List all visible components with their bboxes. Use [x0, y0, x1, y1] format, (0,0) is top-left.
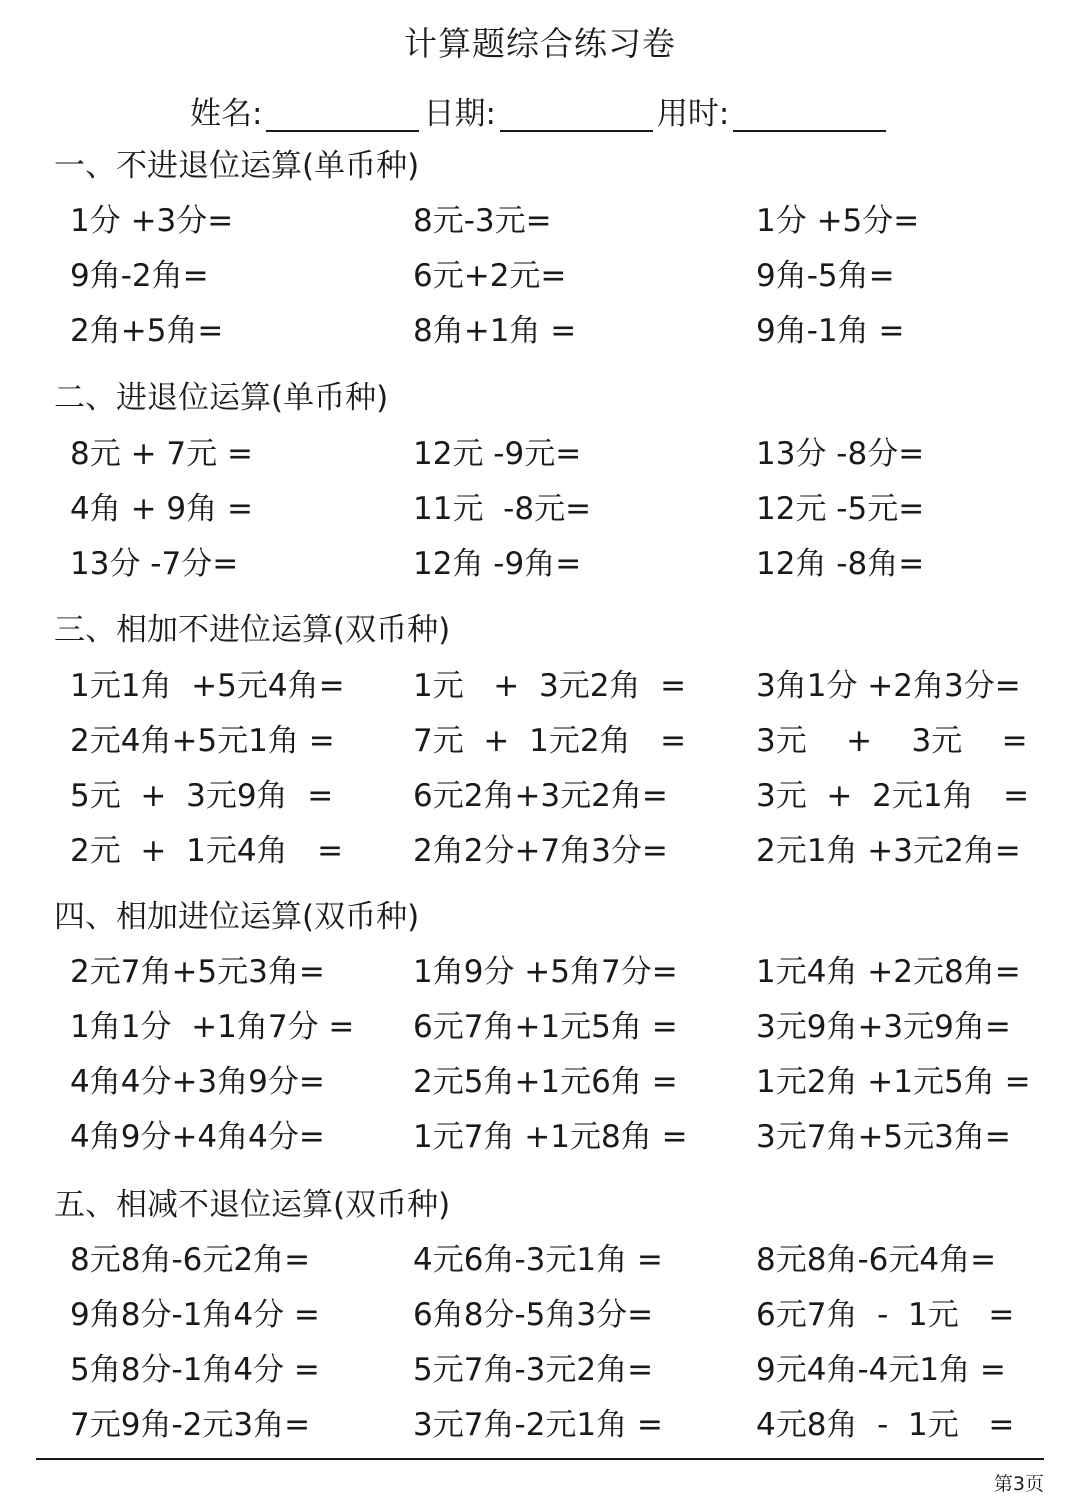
section-heading: 三、相加不进位运算(双币种): [54, 612, 451, 648]
problem: 1元7角 +1元8角 =: [413, 1119, 688, 1155]
problem: 9角-1角 =: [756, 313, 905, 349]
section-heading: 四、相加进位运算(双币种): [54, 899, 420, 935]
problem: 6元7角+1元5角 =: [413, 1009, 678, 1045]
problem: 4角 + 9角 =: [70, 491, 253, 527]
problem: 3元 + 3元 =: [756, 723, 1028, 759]
problem: 3元9角+3元9角=: [756, 1009, 1011, 1045]
problem: 9角-5角=: [756, 258, 895, 294]
problem: 5角8分-1角4分 =: [70, 1352, 320, 1388]
problem: 6元+2元=: [413, 258, 567, 294]
problem: 5元 + 3元9角 =: [70, 778, 334, 814]
problem: 12角 -9角=: [413, 546, 582, 582]
problem: 6元7角 - 1元 =: [756, 1297, 1015, 1333]
problem: 4角9分+4角4分=: [70, 1119, 325, 1155]
problem: 1元 + 3元2角 =: [413, 668, 687, 704]
problem: 4角4分+3角9分=: [70, 1064, 325, 1100]
problem: 11元 -8元=: [413, 491, 592, 527]
problem: 2元4角+5元1角 =: [70, 723, 335, 759]
section-heading: 一、不进退位运算(单币种): [54, 148, 420, 184]
problem: 6角8分-5角3分=: [413, 1297, 654, 1333]
problem: 6元2角+3元2角=: [413, 778, 668, 814]
problem: 4元6角-3元1角 =: [413, 1242, 663, 1278]
worksheet-title: 计算题综合练习卷: [404, 24, 676, 63]
problem: 1角9分 +5角7分=: [413, 954, 678, 990]
section-heading: 二、进退位运算(单币种): [54, 380, 389, 416]
problem: 4元8角 - 1元 =: [756, 1407, 1015, 1443]
page-number: 第3页: [993, 1473, 1044, 1495]
problem: 7元 + 1元2角 =: [413, 723, 687, 759]
student-info-line: [190, 92, 890, 136]
problem: 3元7角-2元1角 =: [413, 1407, 663, 1443]
name-blank: [266, 94, 419, 132]
problem: 12元 -9元=: [413, 436, 582, 472]
problem: 2角+5角=: [70, 313, 224, 349]
problem: 8角+1角 =: [413, 313, 577, 349]
problem: 3元7角+5元3角=: [756, 1119, 1011, 1155]
problem: 13分 -7分=: [70, 546, 239, 582]
name-label: 姓名:: [190, 96, 263, 132]
date-blank: [500, 94, 653, 132]
problem: 8元-3元=: [413, 203, 552, 239]
time-blank: [733, 94, 886, 132]
problem: 12元 -5元=: [756, 491, 925, 527]
problem: 9角-2角=: [70, 258, 209, 294]
problem: 1元4角 +2元8角=: [756, 954, 1021, 990]
problem: 2元5角+1元6角 =: [413, 1064, 678, 1100]
problem: 5元7角-3元2角=: [413, 1352, 654, 1388]
problem: 1元2角 +1元5角 =: [756, 1064, 1031, 1100]
time-label: 用时:: [656, 96, 730, 132]
problem: 2元1角 +3元2角=: [756, 833, 1021, 869]
problem: 2角2分+7角3分=: [413, 833, 668, 869]
problem: 13分 -8分=: [756, 436, 925, 472]
footer-divider: [36, 1458, 1044, 1460]
section-heading: 五、相减不退位运算(双币种): [54, 1187, 451, 1223]
problem: 8元8角-6元2角=: [70, 1242, 311, 1278]
problem: 2元 + 1元4角 =: [70, 833, 344, 869]
problem: 9角8分-1角4分 =: [70, 1297, 320, 1333]
problem: 8元 + 7元 =: [70, 436, 253, 472]
problem: 2元7角+5元3角=: [70, 954, 325, 990]
problem: 3元 + 2元1角 =: [756, 778, 1030, 814]
problem: 1分 +3分=: [70, 203, 234, 239]
problem: 12角 -8角=: [756, 546, 925, 582]
problem: 8元8角-6元4角=: [756, 1242, 997, 1278]
date-label: 日期:: [423, 96, 496, 132]
problem: 3角1分 +2角3分=: [756, 668, 1021, 704]
problem: 7元9角-2元3角=: [70, 1407, 311, 1443]
problem: 1角1分 +1角7分 =: [70, 1009, 355, 1045]
problem: 1元1角 +5元4角=: [70, 668, 345, 704]
problem: 1分 +5分=: [756, 203, 920, 239]
problem: 9元4角-4元1角 =: [756, 1352, 1006, 1388]
